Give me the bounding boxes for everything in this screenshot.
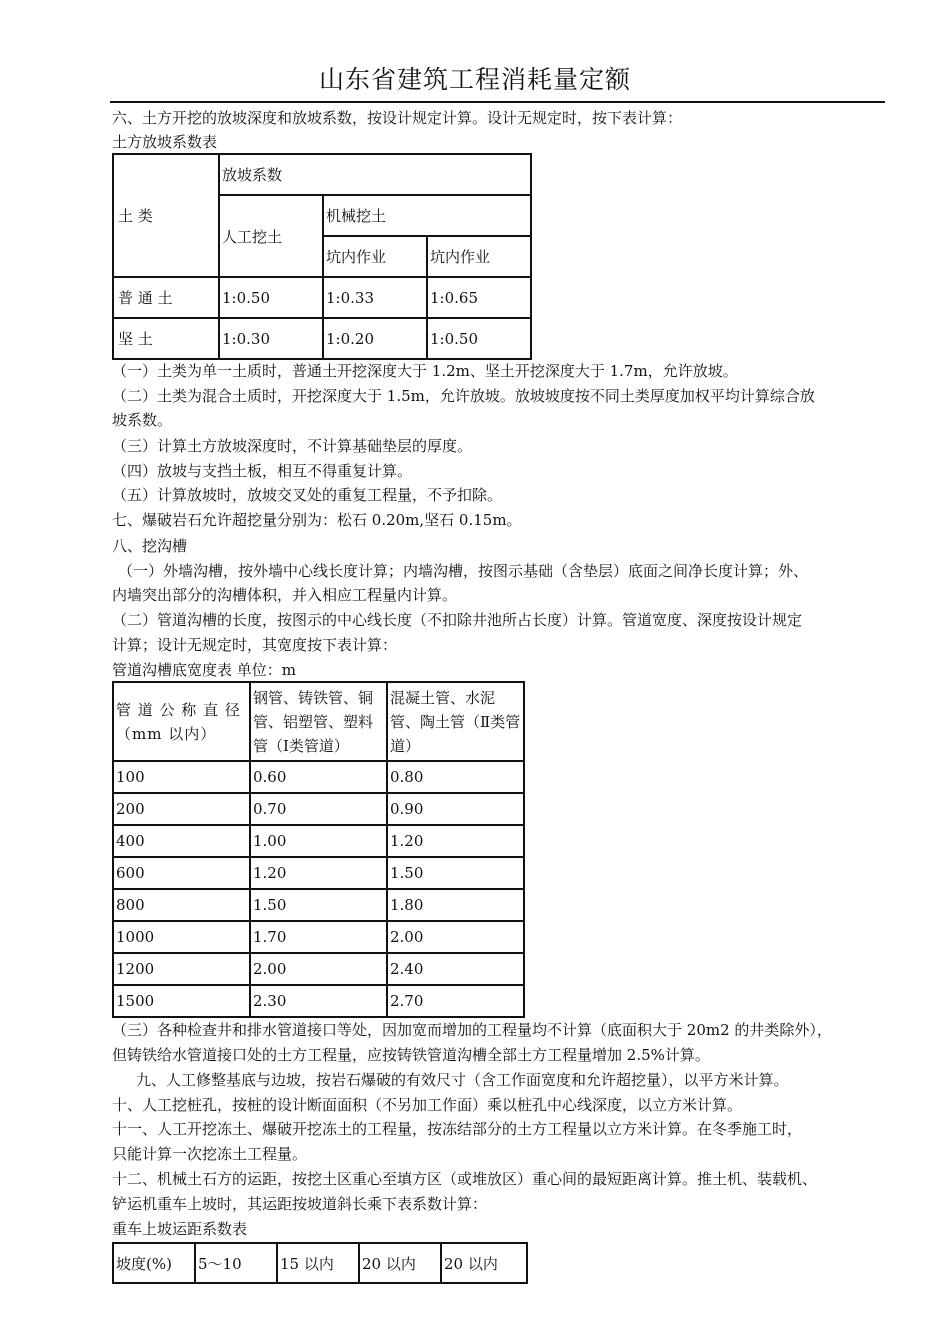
grade-range-cell: 20 以内 (441, 1243, 527, 1283)
class1-width-cell: 0.60 (250, 761, 387, 793)
slope-table-title: 土方放坡系数表 (112, 133, 218, 151)
grade-table-title: 重车上坡运距系数表 (112, 1220, 248, 1238)
uphill-distance-table (112, 1242, 528, 1284)
section-12-line-1: 十二、机械土石方的运距，按挖土区重心至填方区（或堆放区）重心间的最短距离计算。推土机、装载机、 (112, 1170, 818, 1188)
class2-width-cell: 1.50 (387, 857, 524, 889)
class2-width-cell: 1.80 (387, 889, 524, 921)
manual-coef-cell: 1:0.30 (219, 318, 323, 359)
class1-width-cell: 1.70 (250, 921, 387, 953)
section-8-heading: 八、挖沟槽 (112, 537, 188, 555)
grade-range-cell: 5～10 (195, 1243, 277, 1283)
pit-in-coef-cell: 1:0.20 (323, 318, 427, 359)
section-11-line-2: 只能计算一次挖冻土工程量。 (112, 1145, 308, 1163)
s8-1-line-2: 内墙突出部分的沟槽体积，并入相应工程量内计算。 (112, 586, 458, 604)
section-12-line-2: 铲运机重车上坡时，其运距按坡道斜长乘下表系数计算： (112, 1195, 488, 1213)
diameter-cell: 400 (113, 825, 250, 857)
header-rule (110, 101, 885, 103)
trench-width-table (112, 681, 525, 1018)
section-6-text: 六、土方开挖的放坡深度和放坡系数，按设计规定计算。设计无规定时，按下表计算： (112, 109, 683, 127)
slope-coefficient-table (112, 153, 532, 360)
class2-width-cell: 0.80 (387, 761, 524, 793)
s8-2-line-2: 计算；设计无规定时，其宽度按下表计算： (112, 636, 398, 654)
note-5: （五）计算放坡时，放坡交叉处的重复工程量，不予扣除。 (112, 486, 503, 504)
diameter-cell: 200 (113, 793, 250, 825)
soil-type-cell: 普 通 土 (113, 277, 219, 318)
class2-width-cell: 1.20 (387, 825, 524, 857)
s8-1-line-1: （一）外墙沟槽，按外墙中心线长度计算；内墙沟槽，按图示基础（含垫层）底面之间净长度计算；外、 (118, 562, 809, 580)
note-1: （一）土类为单一土质时，普通土开挖深度大于 1.2m、坚土开挖深度大于 1.7m，允许放坡。 (112, 362, 738, 380)
page-title: 山东省建筑工程消耗量定额 (318, 65, 631, 94)
section-11-line-1: 十一、人工开挖冻土、爆破开挖冻土的工程量，按冻结部分的土方工程量以立方米计算。在冬季施工时， (112, 1120, 803, 1138)
s8-3-line-1: （三）各种检查井和排水管道接口等处，因加宽而增加的工程量均不计算（底面积大于 20m2 的井类除外）， (112, 1021, 832, 1039)
note-4: （四）放坡与支挡土板，相互不得重复计算。 (112, 462, 413, 480)
class1-width-cell: 0.70 (250, 793, 387, 825)
pit-work-header-2: 坑内作业 (427, 236, 531, 277)
section-10-text: 十、人工挖桩孔，按桩的设计断面面积（不另加工作面）乘以桩孔中心线深度，以立方米计算。 (112, 1096, 743, 1114)
machine-dig-header: 机械挖土 (323, 195, 531, 236)
class2-width-cell: 2.40 (387, 953, 524, 985)
s8-3-line-2: 但铸铁给水管道接口处的土方工程量，应按铸铁管道沟槽全部土方工程量增加 2.5%计算。 (112, 1046, 710, 1064)
grade-header-cell: 坡度(%) (113, 1243, 195, 1283)
note-2-line-2: 坡系数。 (112, 411, 173, 429)
grade-range-cell: 15 以内 (277, 1243, 359, 1283)
section-9-text: 九、人工修整基底与边坡，按岩石爆破的有效尺寸（含工作面宽度和允许超挖量），以平方米计算。 (136, 1071, 789, 1089)
diameter-cell: 1500 (113, 985, 250, 1017)
manual-dig-header: 人工挖土 (219, 195, 323, 277)
diameter-cell: 1000 (113, 921, 250, 953)
section-7-text: 七、爆破岩石允许超挖量分别为：松石 0.20m,坚石 0.15m。 (112, 511, 522, 529)
slope-coef-header: 放坡系数 (219, 154, 531, 195)
pit-in-coef-cell: 1:0.33 (323, 277, 427, 318)
class1-width-cell: 1.00 (250, 825, 387, 857)
class1-width-cell: 2.00 (250, 953, 387, 985)
soil-type-cell: 坚 土 (113, 318, 219, 359)
pit-out-coef-cell: 1:0.65 (427, 277, 531, 318)
manual-coef-cell: 1:0.50 (219, 277, 323, 318)
pit-work-header-1: 坑内作业 (323, 236, 427, 277)
class1-width-cell: 2.30 (250, 985, 387, 1017)
grade-range-cell: 20 以内 (359, 1243, 441, 1283)
soil-type-header: 土 类 (113, 154, 219, 277)
diameter-cell: 100 (113, 761, 250, 793)
diameter-cell: 1200 (113, 953, 250, 985)
note-2-line-1: （二）土类为混合土质时，开挖深度大于 1.5m，允许放坡。放坡坡度按不同土类厚度加权平均计算综合放 (112, 387, 815, 405)
pit-out-coef-cell: 1:0.50 (427, 318, 531, 359)
diameter-cell: 800 (113, 889, 250, 921)
diameter-cell: 600 (113, 857, 250, 889)
s8-2-line-1: （二）管道沟槽的长度，按图示的中心线长度（不扣除井池所占长度）计算。管道宽度、深度按设计规定 (112, 611, 803, 629)
class2-width-cell: 0.90 (387, 793, 524, 825)
class2-width-cell: 2.70 (387, 985, 524, 1017)
pipe-diameter-header: 管 道 公 称 直 径（mm 以内） (113, 682, 250, 761)
class1-pipe-header: 钢管、铸铁管、铜管、铝塑管、塑料管（Ⅰ类管道） (250, 682, 387, 761)
class1-width-cell: 1.20 (250, 857, 387, 889)
trench-table-title: 管道沟槽底宽度表 单位：m (112, 661, 296, 679)
note-3: （三）计算土方放坡深度时，不计算基础垫层的厚度。 (112, 437, 473, 455)
class2-pipe-header: 混凝土管、水泥管、陶土管（Ⅱ类管道） (387, 682, 524, 761)
class2-width-cell: 2.00 (387, 921, 524, 953)
class1-width-cell: 1.50 (250, 889, 387, 921)
